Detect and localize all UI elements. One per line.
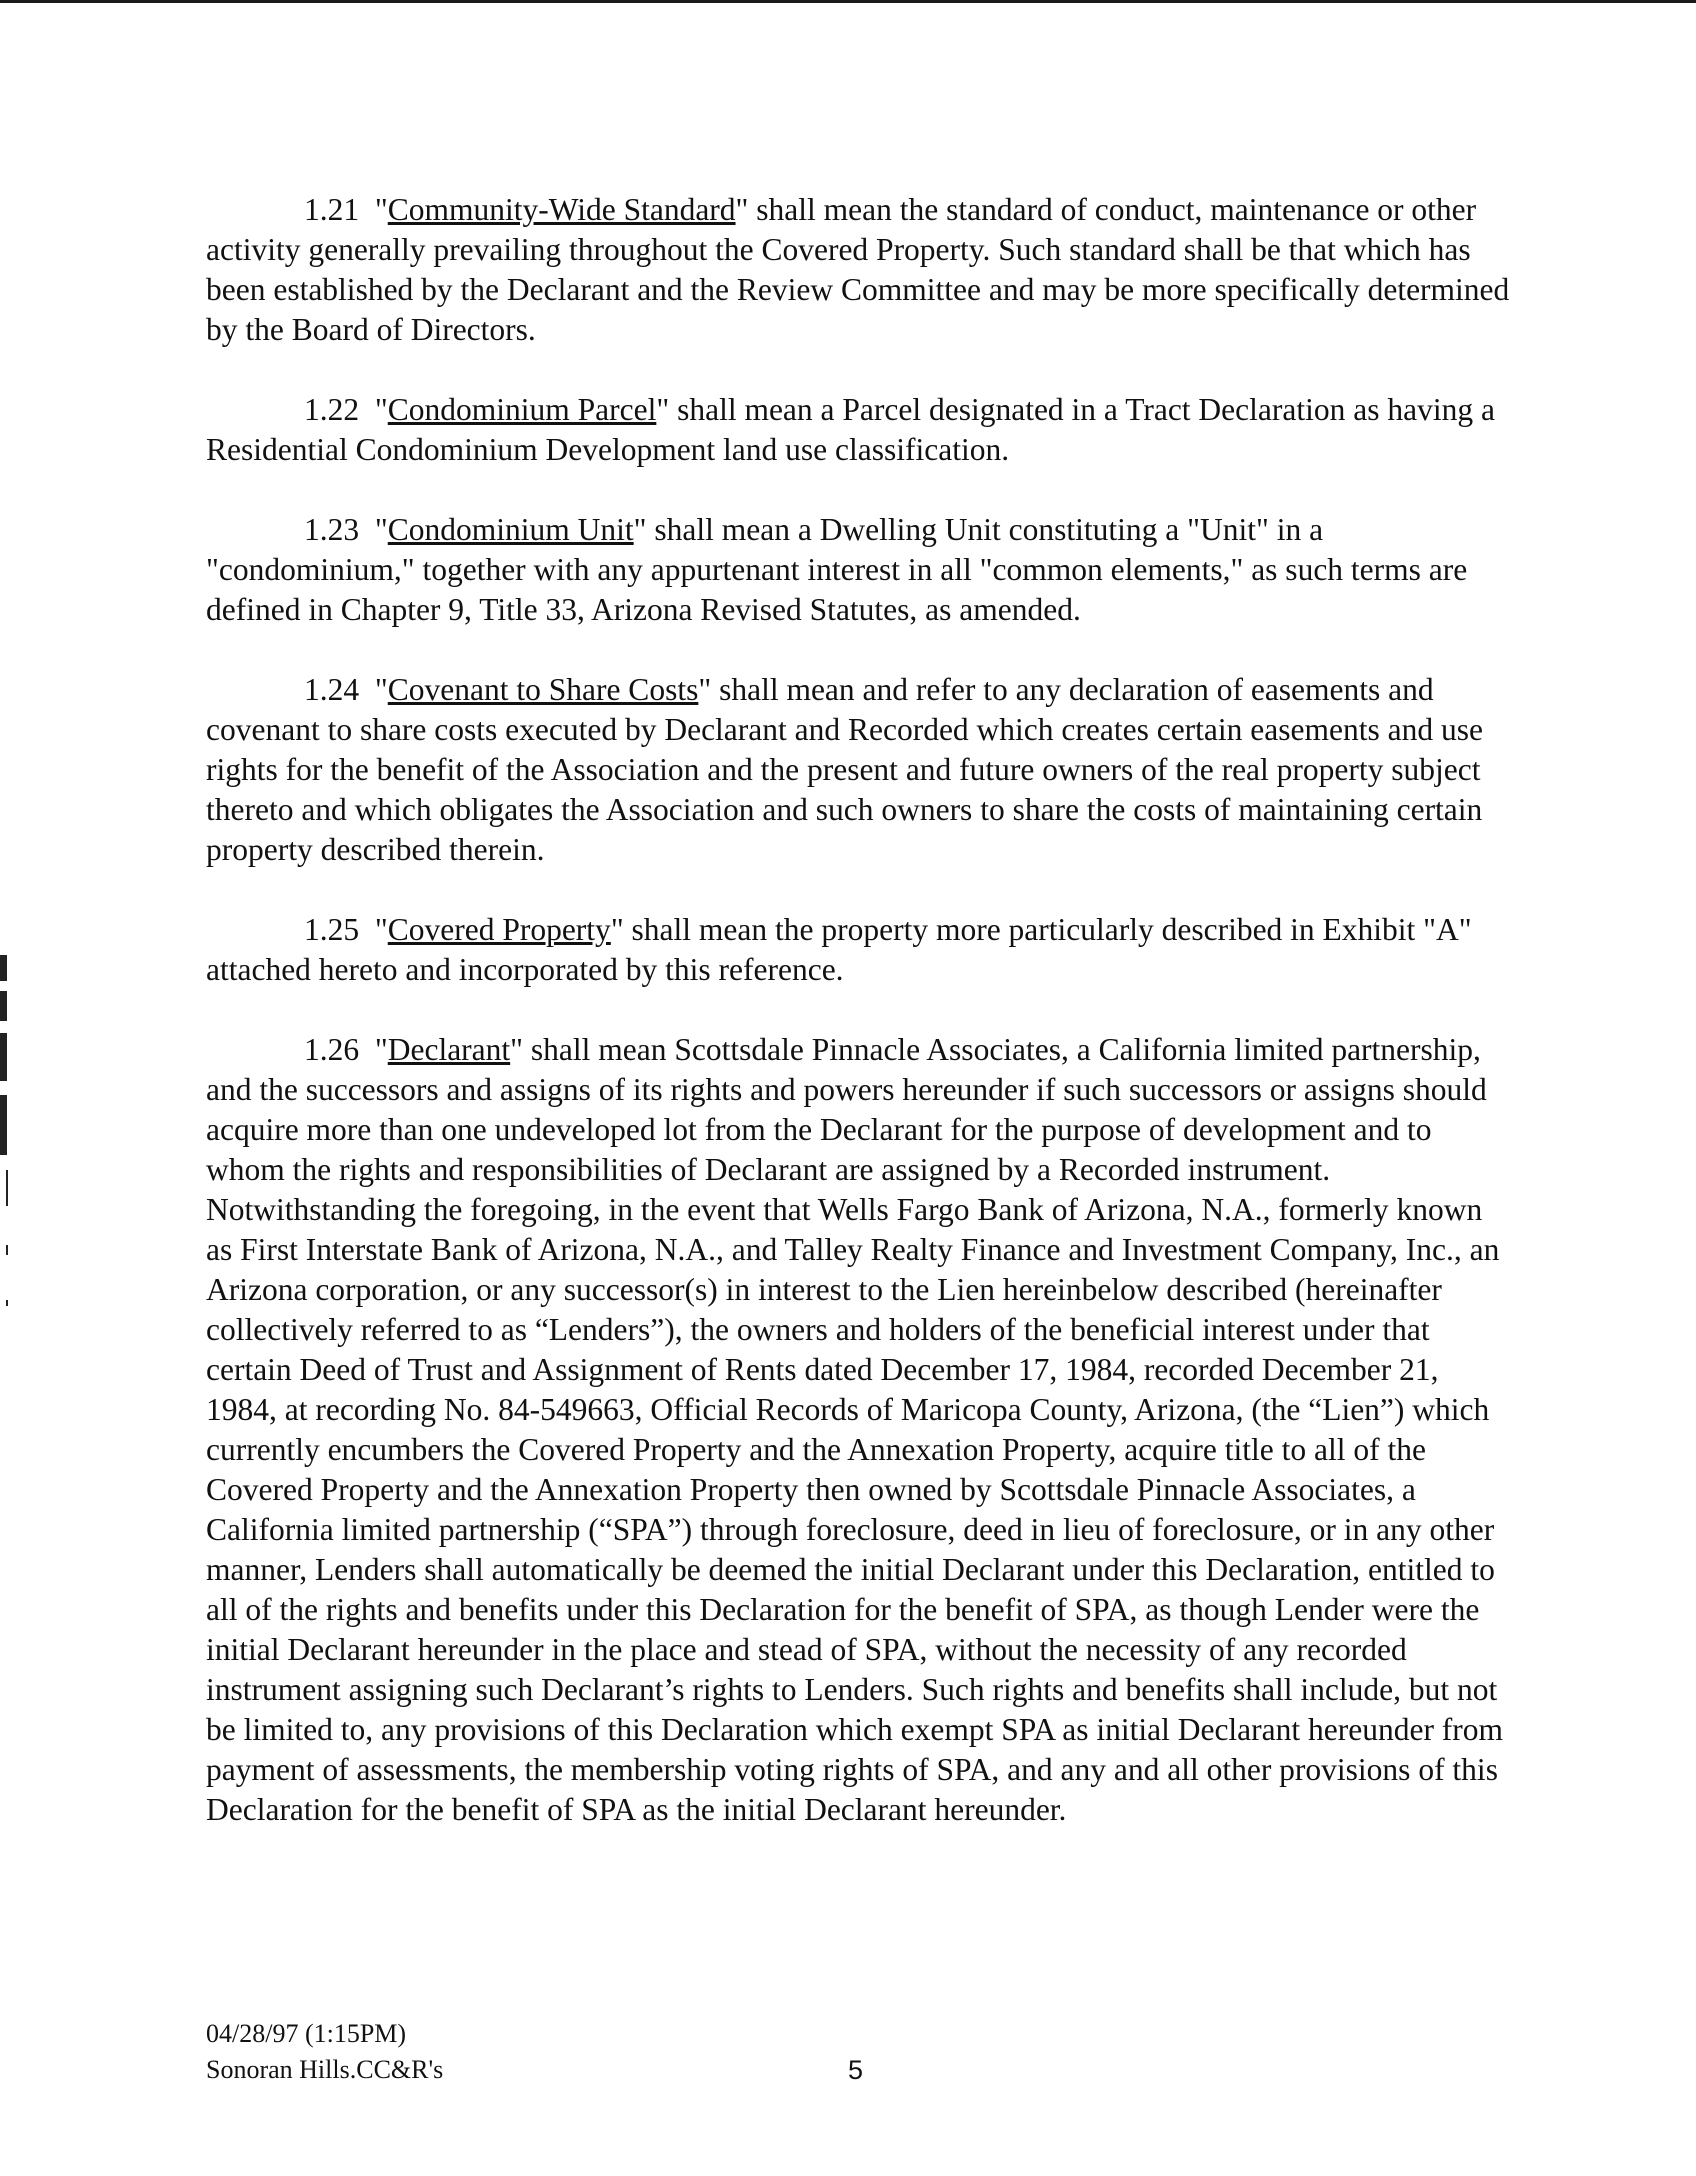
definition-text: shall mean and refer to any declaration of easements and covenant to share costs executed by Declarant and Recorded which creates certain easements and use rights for the benefit of the Association and the present and future owners of the real property subject thereto and which obligates the Association and such owners to share the costs of maintaining certain property described therein. [206,672,1483,867]
scan-mark [6,1300,8,1306]
section-number: 1.24 [304,672,360,707]
scan-top-edge [0,0,1696,3]
definition-text: shall mean a Dwelling Unit constituting a "Unit" in a "condominium," together with any appurtenant interest in all "common elements," as such terms are defined in Chapter 9, Title 33, Arizona Revised Statutes, as amended. [206,512,1468,627]
definition-paragraph-1-24: 1.24 "Covenant to Share Costs" shall mean and refer to any declaration of easements and covenant to share costs executed by Declarant and Recorded which creates certain easements and use rights for the benefit of the Association and the present and future owners of the real property subject thereto and which obligates the Association and such owners to share the costs of maintaining certain property described therein. [206,672,1483,867]
definition-paragraph-1-23: 1.23 "Condominium Unit" shall mean a Dwelling Unit constituting a "Unit" in a "condominium," together with any appurtenant interest in all "common elements," as such terms are defined in Chapter 9, Title 33, Arizona Revised Statutes, as amended. [206,512,1468,627]
defined-term: Community-Wide Standard [387,192,736,227]
scan-mark [0,1095,7,1155]
definition-paragraph-1-22: 1.22 "Condominium Parcel" shall mean a Parcel designated in a Tract Declaration as having a Residential Condominium Development land use classification. [206,392,1495,467]
section-number: 1.22 [304,392,360,427]
section-number: 1.23 [304,512,360,547]
definition-text: shall mean the standard of conduct, maintenance or other activity generally prevailing throughout the Covered Property. Such standard shall be that which has been established by the Declarant and the Review Committee and may be more specifically determined by the Board of Directors. [206,192,1510,347]
section-number: 1.21 [304,192,360,227]
defined-term: Condominium Unit [387,512,634,547]
defined-term: Condominium Parcel [387,392,657,427]
scan-margin-marks [0,955,10,1375]
defined-term: Covered Property [387,912,611,947]
page-number: 5 [848,2055,864,2085]
scan-mark [0,991,7,1021]
definition-paragraph-1-21: 1.21 "Community-Wide Standard" shall mean the standard of conduct, maintenance or other activity generally prevailing throughout the Covered Property. Such standard shall be that which has been established by the Declarant and the Review Committee and may be more specifically determined by the Board of Directors. [206,192,1510,347]
definition-paragraph-1-25: 1.25 "Covered Property" shall mean the property more particularly described in Exhibit "A" attached hereto and incorporated by this reference. [206,912,1472,987]
section-number: 1.25 [304,912,360,947]
document-body [206,190,1516,1870]
scan-mark [6,1170,8,1206]
scan-mark [0,1033,7,1081]
definition-text: shall mean a Parcel designated in a Tract Declaration as having a Residential Condominium Development land use classification. [206,392,1495,467]
scan-mark [6,1245,8,1255]
footer-document-info [206,2016,443,2088]
definition-text: shall mean Scottsdale Pinnacle Associates, a California limited partnership, and the successors and assigns of its rights and powers hereunder if such successors or assigns should acquire more than one undeveloped lot from the Declarant for the purpose of development and to whom the rights and responsibilities of Declarant are assigned by a Recorded instrument. Notwithstanding the foregoing, in the event that Wells Fargo Bank of Arizona, N.A., formerly known as First Interstate Bank of Arizona, N.A., and Talley Realty Finance and Investment Company, Inc., an Arizona corporation, or any successor(s) in interest to the Lien hereinbelow described (hereinafter collectively referred to as “Lenders”), the owners and holders of the beneficial interest under that certain Deed of Trust and Assignment of Rents dated December 17, 1984, recorded December 21, 1984, at recording No. 84-549663, Official Records of Maricopa County, Arizona, (the “Lien”) which currently encumbers the Covered Property and the Annexation Property, acquire title to all of the Covered Property and the Annexation Property then owned by Scottsdale Pinnacle Associates, a California limited partnership (“SPA”) through foreclosure, deed in lieu of foreclosure, or in any other manner, Lenders shall automatically be deemed the initial Declarant under this Declaration, entitled to all of the rights and benefits under this Declaration for the benefit of SPA, as though Lender were the initial Declarant hereunder in the place and stead of SPA, without the necessity of any recorded instrument assigning such Declarant’s rights to Lenders. Such rights and benefits shall include, but not be limited to, any provisions of this Declaration which exempt SPA as initial Declarant hereunder from payment of assessments, the membership voting rights of SPA, and any and all other provisions of this Declaration for the benefit of SPA as the initial Declarant hereunder. [206,1032,1504,1827]
footer-timestamp: 04/28/97 (1:15PM) [206,2019,407,2048]
scan-mark [0,955,7,981]
defined-term: Declarant [387,1032,511,1067]
definition-text: shall mean the property more particularly described in Exhibit "A" attached hereto and incorporated by this reference. [206,912,1472,987]
footer-document-name: Sonoran Hills.CC&R's [206,2055,444,2084]
defined-term: Covenant to Share Costs [387,672,699,707]
definition-paragraph-1-26: 1.26 "Declarant" shall mean Scottsdale Pinnacle Associates, a California limited partnership, and the successors and assigns of its rights and powers hereunder if such successors or assigns should acquire more than one undeveloped lot from the Declarant for the purpose of development and to whom the rights and responsibilities of Declarant are assigned by a Recorded instrument. Notwithstanding the foregoing, in the event that Wells Fargo Bank of Arizona, N.A., formerly known as First Interstate Bank of Arizona, N.A., and Talley Realty Finance and Investment Company, Inc., an Arizona corporation, or any successor(s) in interest to the Lien hereinbelow described (hereinafter collectively referred to as “Lenders”), the owners and holders of the beneficial interest under that certain Deed of Trust and Assignment of Rents dated December 17, 1984, recorded December 21, 1984, at recording No. 84-549663, Official Records of Maricopa County, Arizona, (the “Lien”) which currently encumbers the Covered Property and the Annexation Property, acquire title to all of the Covered Property and the Annexation Property then owned by Scottsdale Pinnacle Associates, a California limited partnership (“SPA”) through foreclosure, deed in lieu of foreclosure, or in any other manner, Lenders shall automatically be deemed the initial Declarant under this Declaration, entitled to all of the rights and benefits under this Declaration for the benefit of SPA, as though Lender were the initial Declarant hereunder in the place and stead of SPA, without the necessity of any recorded instrument assigning such Declarant’s rights to Lenders. Such rights and benefits shall include, but not be limited to, any provisions of this Declaration which exempt SPA as initial Declarant hereunder from payment of assessments, the membership voting rights of SPA, and any and all other provisions of this Declaration for the benefit of SPA as the initial Declarant hereunder. [206,1032,1504,1827]
section-number: 1.26 [304,1032,360,1067]
